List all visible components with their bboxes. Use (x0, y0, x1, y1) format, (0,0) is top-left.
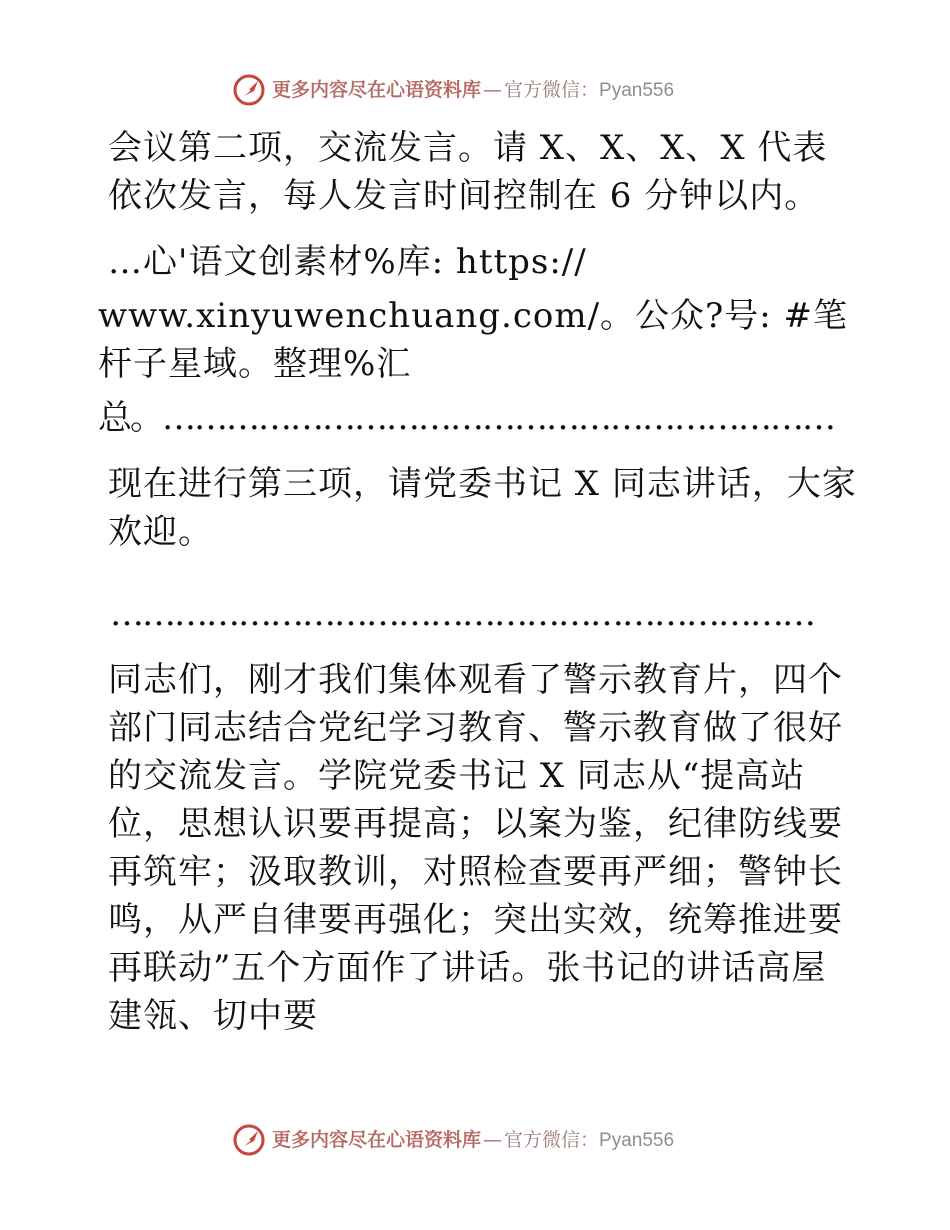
watermark-text (272, 1128, 675, 1151)
paragraph-source-line-1: …心'语文创素材%库: https:// (108, 242, 587, 282)
watermark-separator: — (483, 1128, 503, 1151)
watermark-banner-bottom (232, 1120, 674, 1160)
watermark-main-text: 更多内容尽在心语资料库 (272, 78, 482, 101)
paragraph-agenda-item-2: 会议第二项，交流发言。请 X、X、X、X 代表依次发言，每人发言时间控制在 6 分钟以内。 (108, 128, 828, 216)
watermark-id-text: Pyan556 (599, 1129, 675, 1151)
watermark-banner-top (232, 70, 674, 110)
paragraph-ellipsis-separator: ………………………………………………………… (110, 594, 814, 634)
paragraph-speech-body: 同志们，刚才我们集体观看了警示教育片，四个部门同志结合党纪学习教育、警示教育做了很好的交流发言。学院党委书记 X 同志从“提高站位，思想认识要再提高；以案为鉴，纪律防线要再筑牢；汲取教训，对照检查要再严细；警钟长鸣，从严自律要再强化；突出实效，统筹推进要再联动”五个方面作了讲话。张书记的讲话高屋建瓴、切中要 (108, 660, 843, 1036)
paragraph-source-line-2: www.xinyuwenchuang.com/。公众?号: #笔杆子星域。整理%汇 (98, 296, 849, 384)
paragraph-agenda-item-3: 现在进行第三项，请党委书记 X 同志讲话，大家欢迎。 (108, 464, 857, 552)
quill-logo-icon (232, 73, 266, 107)
document-body (98, 124, 858, 1040)
watermark-text (272, 78, 675, 101)
watermark-separator: — (483, 78, 503, 101)
watermark-id-text: Pyan556 (599, 79, 675, 101)
watermark-label-text: 官方微信： (504, 1128, 600, 1151)
watermark-label-text: 官方微信： (504, 78, 600, 101)
paragraph-source-line-3: 总。……………………………………………………… (98, 398, 834, 438)
quill-logo-icon (232, 1123, 266, 1157)
watermark-main-text: 更多内容尽在心语资料库 (272, 1128, 482, 1151)
